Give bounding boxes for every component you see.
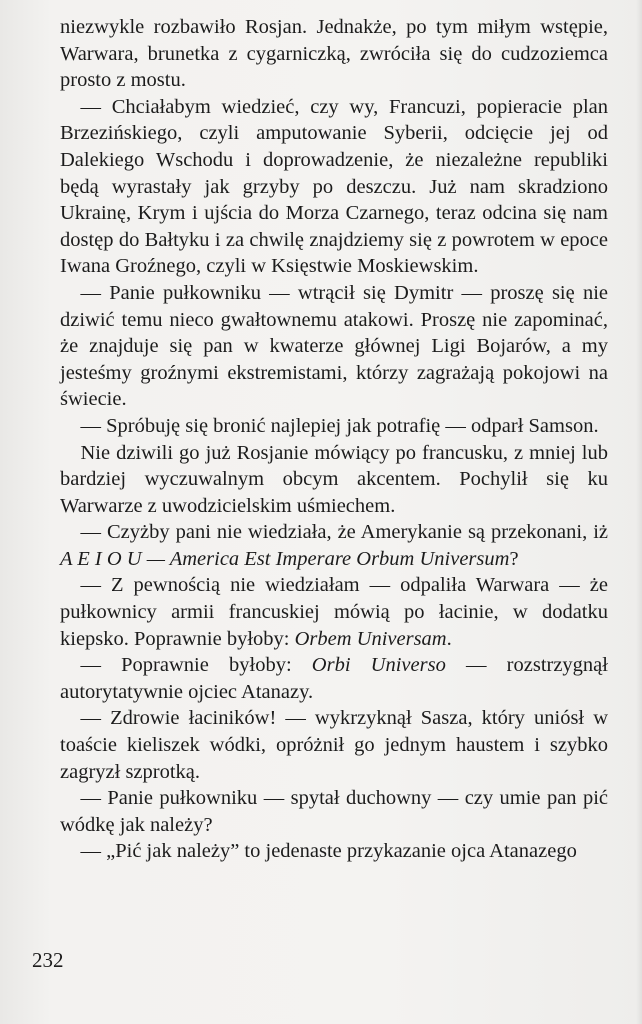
italic-text-segment: A E I O U — America Est Imperare Orbum Universum [60,547,510,570]
paragraph [60,413,608,440]
paragraph [60,519,608,572]
page-edge-shadow [636,0,642,1024]
text-segment: ? [509,547,519,570]
text-segment: — „Pić jak należy” to jedenaste przykazanie ojca Atanazego [80,840,577,863]
text-segment: — Panie pułkowniku — spytał duchowny — czy umie pan pić wódkę jak należy? [60,787,608,836]
page-number: 232 [32,948,64,972]
text-segment: — rozstrzygnął autorytatywnie ojciec Atanazy. [60,654,608,703]
text-segment: Nie dziwili go już Rosjanie mówiący po francusku, z mniej lub bardziej wyczuwalnym obcym akcentem. Pochylił się ku Warwarze z uwodzicielskim uśmiechem. [60,441,608,517]
paragraph [60,280,608,413]
text-segment: — Spróbuję się bronić najlepiej jak potrafię — odparł Samson. [80,414,599,437]
paragraph [60,705,608,785]
paragraph [60,838,608,865]
paragraph [60,785,608,838]
text-segment: — Zdrowie łaciników! — wykrzyknął Sasza, który uniósł w toaście kieliszek wódki, opróżnił go jednym haustem i szybko zagryzł szprotką. [60,707,608,783]
body-text [60,14,608,865]
text-segment: — Poprawnie byłoby: [80,654,312,677]
text-segment: — Chciałabym wiedzieć, czy wy, Francuzi, popieracie plan Brzezińskiego, czyli amputowanie Syberii, odcięcie jej od Dalekiego Wschodu i doprowadzenie, że niezależne republiki będą wyrastały jak grzyby po deszczu. Już nam skradziono Ukrainę, Krym i ujścia do Morza Czarnego, teraz odcina się nam dostęp do Bałtyku i za chwilę znajdziemy się z powrotem w epoce Iwana Groźnego, czyli w Księstwie Moskiewskim. [60,95,608,278]
paragraph [60,14,608,94]
text-segment: — Czyżby pani nie wiedziała, że Amerykanie są przekonani, iż [80,521,608,544]
italic-text-segment: Orbem Universam [294,627,447,650]
text-segment: . [446,627,452,650]
paragraph [60,652,608,705]
paragraph [60,94,608,280]
text-segment: — Z pewnością nie wiedziałam — odpaliła Warwara — że pułkownicy armii francuskiej mówią po łacinie, w dodatku kiepsko. Poprawnie byłoby: [60,574,608,650]
italic-text-segment: Orbi Universo [311,654,446,677]
paragraph [60,572,608,652]
text-segment: niezwykle rozbawiło Rosjan. Jednakże, po tym miłym wstępie, Warwara, brunetka z cygarniczką, zwróciła się do cudzoziemca prosto z mostu. [60,16,608,92]
text-segment: — Panie pułkowniku — wtrącił się Dymitr — proszę się nie dziwić temu nieco gwałtownemu atakowi. Proszę nie zapominać, że znajduje się pan w kwaterze głównej Ligi Bojarów, a my jesteśmy groźnymi ekstremistami, którzy zagrażają pokojowi na świecie. [60,281,608,411]
paragraph [60,440,608,520]
